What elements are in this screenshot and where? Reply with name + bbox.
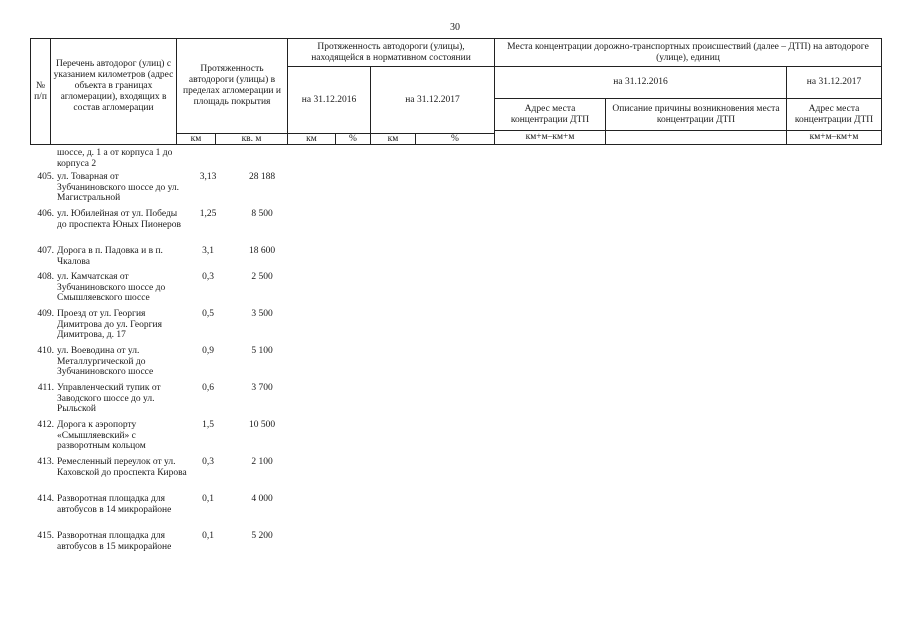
row-road-name: Ремесленный переулок от ул. Каховской до проспекта Кирова <box>57 457 187 478</box>
row-number: 410. <box>37 346 54 356</box>
header-dtp-2017: на 31.12.2017 <box>806 77 862 87</box>
row-area-sqm: 5 200 <box>251 531 273 541</box>
header-dtp: Места концентрации дорожно-транспортных происшествий (далее – ДТП) на автодороге (улице), единиц <box>507 41 869 63</box>
row-road-name: Разворотная площадка для автобусов в 14 микрорайоне <box>57 494 172 515</box>
row-area-sqm: 8 500 <box>251 209 273 219</box>
header-dtp-address-2017: Адрес места концентрации ДТП <box>794 103 874 125</box>
table-row <box>30 246 290 272</box>
unit-kmm-2017: км+м–км+м <box>809 132 859 142</box>
unit-km-2016: км <box>306 133 317 144</box>
border-right <box>881 38 882 145</box>
row-length-km: 0,5 <box>202 309 214 319</box>
row-area-sqm: 3 500 <box>251 309 273 319</box>
row-road-name: шоссе, д. 1 а от корпуса 1 до корпуса 2 <box>57 148 173 169</box>
table-row <box>30 346 290 383</box>
unit-pct-2016: % <box>349 133 357 144</box>
row-number: 407. <box>37 246 54 256</box>
row-number: 412. <box>37 420 54 430</box>
row-length-km: 0,3 <box>202 272 214 282</box>
row-area-sqm: 10 500 <box>248 420 276 430</box>
row-number: 406. <box>37 209 54 219</box>
header-normative: Протяженность автодороги (улицы), находящейся в нормативном состоянии <box>311 41 471 63</box>
table-row <box>30 457 290 494</box>
row-length-km: 0,1 <box>202 531 214 541</box>
unit-sqm: кв. м <box>241 133 262 144</box>
row-number: 411. <box>37 383 54 393</box>
unit-pct-2017: % <box>451 133 459 144</box>
table-row <box>30 494 290 531</box>
header-dtp-address-2016: Адрес места концентрации ДТП <box>510 103 590 125</box>
row-length-km: 3,13 <box>199 172 217 182</box>
row-length-km: 0,3 <box>202 457 214 467</box>
row-number: 409. <box>37 309 54 319</box>
row-number: 413. <box>37 457 54 467</box>
row-area-sqm: 3 700 <box>251 383 273 393</box>
table-row <box>30 272 290 309</box>
row-area-sqm: 2 100 <box>251 457 273 467</box>
row-length-km: 3,1 <box>202 246 214 256</box>
table-row <box>30 148 290 172</box>
table-row <box>30 531 290 568</box>
table-row <box>30 309 290 346</box>
row-road-name: Дорога к аэропорту «Смышляевский» с разворотным кольцом <box>57 420 146 452</box>
table-row <box>30 172 290 209</box>
row-road-name: ул. Воеводина от ул. Металлургической до Зубчаниновского шоссе <box>57 346 154 378</box>
table-header <box>30 38 882 145</box>
table-row <box>30 420 290 457</box>
row-length-km: 1,5 <box>202 420 214 430</box>
row-road-name: Разворотная площадка для автобусов в 15 микрорайоне <box>57 531 172 552</box>
row-length-km: 0,1 <box>202 494 214 504</box>
row-road-name: Управленческий тупик от Заводского шоссе до ул. Рыльской <box>57 383 161 415</box>
row-area-sqm: 4 000 <box>251 494 273 504</box>
table-row <box>30 383 290 420</box>
header-dtp-reason-2016: Описание причины возникновения места концентрации ДТП <box>612 103 780 125</box>
header-length-area: Протяженность автодороги (улицы) в пределах агломерации и площадь покрытия <box>183 64 281 107</box>
row-road-name: ул. Товарная от Зубчаниновского шоссе до ул. Магистральной <box>57 172 180 204</box>
row-area-sqm: 2 500 <box>251 272 273 282</box>
unit-kmm-2016: км+м–км+м <box>525 132 575 142</box>
row-area-sqm: 28 188 <box>248 172 276 182</box>
header-normative-2016: на 31.12.2016 <box>301 94 357 105</box>
header-dtp-2016: на 31.12.2016 <box>613 77 668 87</box>
row-length-km: 0,6 <box>202 383 214 393</box>
header-number: № п/п <box>34 80 47 102</box>
unit-km-2017: км <box>387 133 399 144</box>
row-number: 405. <box>37 172 54 182</box>
row-length-km: 1,25 <box>199 209 217 219</box>
row-road-name: ул. Камчатская от Зубчаниновского шоссе до Смышляевского шоссе <box>57 272 166 304</box>
row-number: 414. <box>37 494 54 504</box>
row-road-name: Проезд от ул. Георгия Димитрова до ул. Георгия Димитрова, д. 17 <box>57 309 162 341</box>
row-length-km: 0,9 <box>202 346 214 356</box>
row-road-name: Дорога в п. Падовка и в п. Чкалова <box>57 246 163 267</box>
row-number: 408. <box>37 272 54 282</box>
row-road-name: ул. Юбилейная от ул. Победы до проспекта Юных Пионеров <box>57 209 181 230</box>
row-area-sqm: 5 100 <box>251 346 273 356</box>
header-road-list: Перечень автодорог (улиц) с указанием километров (адрес объекта в границах агломерации), входящих в состав агломерации <box>53 58 174 113</box>
header-normative-2017: на 31.12.2017 <box>405 94 460 105</box>
row-number: 415. <box>37 531 54 541</box>
row-area-sqm: 18 600 <box>248 246 276 256</box>
table-row <box>30 209 290 246</box>
page-number: 30 <box>450 22 460 33</box>
unit-km: км <box>190 133 202 144</box>
table-body <box>30 148 290 568</box>
